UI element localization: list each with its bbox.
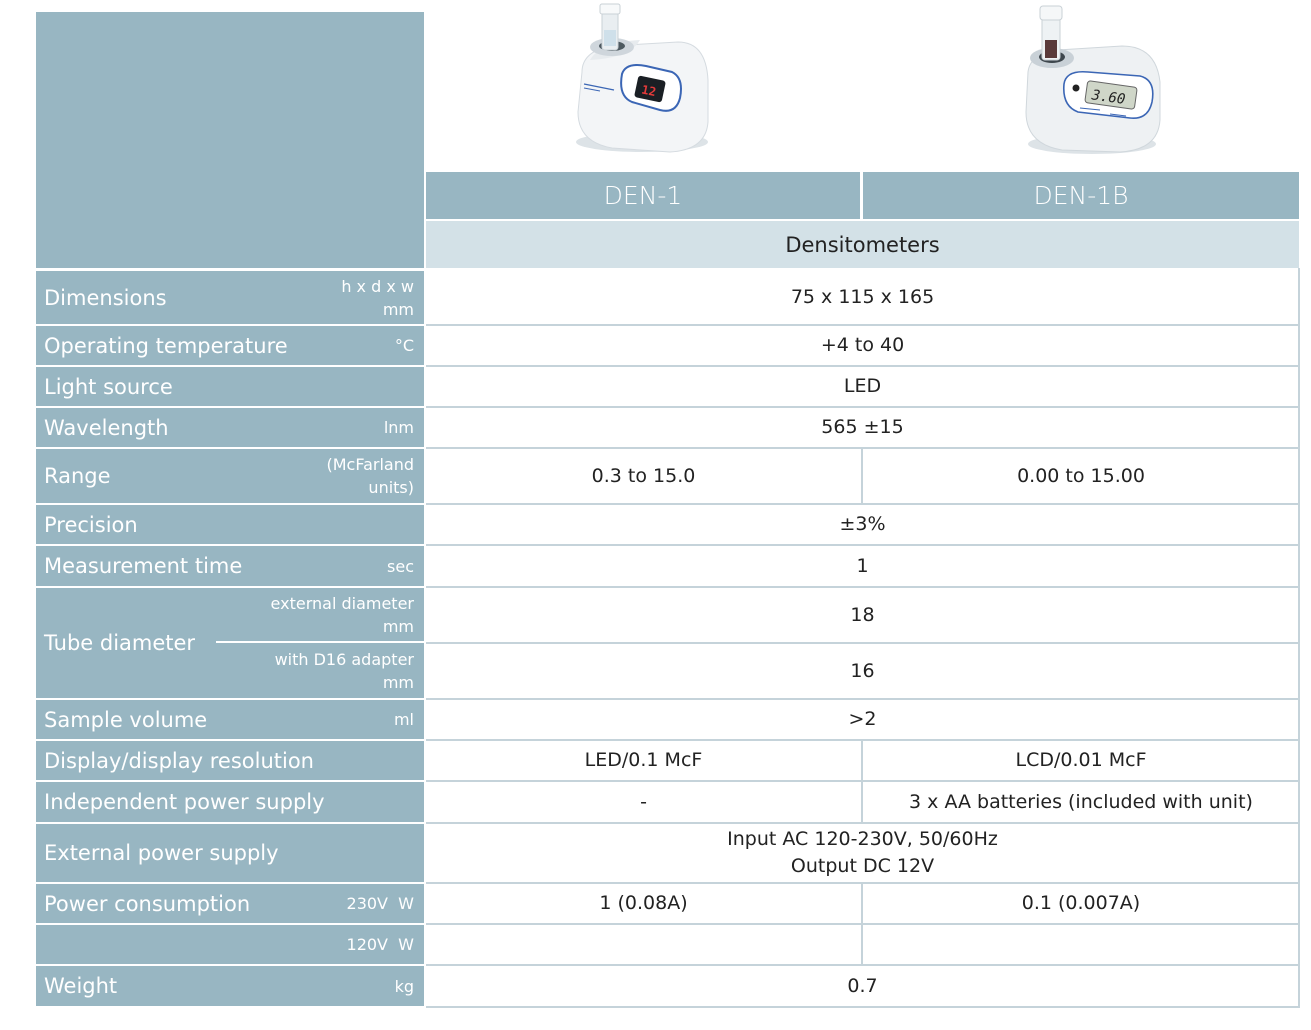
row-unit-wavelength: lnm	[383, 418, 414, 437]
value-power-230-den-1b: 0.1 (0.007A)	[1021, 892, 1141, 914]
row-label-operating-temperature: Operating temperature	[44, 333, 288, 358]
unit-line: units)	[368, 478, 414, 497]
unit-line: (McFarland	[326, 455, 414, 474]
value-sample-volume: >2	[848, 708, 877, 730]
row-label-power-consumption: Power consumption	[44, 891, 251, 916]
row-divider	[426, 1006, 1299, 1008]
value-operating-temperature: +4 to 40	[820, 334, 905, 356]
row-label-precision: Precision	[44, 512, 138, 537]
row-label-weight: Weight	[44, 974, 118, 998]
tube-diameter-divider	[216, 641, 424, 643]
value-tube-adapter: 16	[850, 659, 875, 682]
row-unit-measurement-time: sec	[387, 556, 414, 576]
value-independent-power-den-1b: 3 x AA batteries (included with unit)	[909, 790, 1253, 813]
row-label-measurement-time: Measurement time	[44, 554, 243, 578]
value-measurement-time: 1	[856, 554, 869, 577]
row-unit-power-120: 120V W	[346, 935, 414, 954]
value-precision: ±3%	[839, 513, 886, 535]
row-unit-tube-adapter	[230, 644, 414, 698]
row-unit-weight: kg	[394, 976, 414, 996]
value-power-230-den-1: 1 (0.08A)	[599, 892, 688, 914]
value-tube-external: 18	[850, 603, 875, 626]
value-light-source: LED	[843, 375, 882, 397]
unit-line: h x d x w	[341, 276, 414, 296]
row-label-external-power: External power supply	[44, 841, 279, 865]
value-power-120-den-1	[426, 925, 861, 964]
den-1-display-reading: 12	[640, 82, 658, 100]
row-unit-sample-volume: ml	[393, 710, 414, 729]
value-external-power	[426, 824, 1299, 882]
row-label-light-source: Light source	[44, 374, 173, 399]
value-weight: 0.7	[847, 974, 878, 997]
category-header	[426, 221, 1299, 268]
product-header-den-1	[426, 172, 860, 219]
product-image-den-1b	[1010, 2, 1170, 162]
unit-line: with D16 adapter	[274, 650, 414, 669]
row-label-independent-power: Independent power supply	[44, 790, 325, 814]
value-display-den-1: LED/0.1 McF	[584, 749, 703, 771]
value-display-den-1b: LCD/0.01 McF	[1015, 749, 1147, 771]
value-independent-power-den-1: -	[640, 790, 647, 813]
value-line: Output DC 12V	[790, 855, 935, 877]
row-unit-tube-external	[230, 588, 414, 641]
row-unit-power-230: 230V W	[346, 894, 414, 913]
row-label-display: Display/display resolution	[44, 748, 314, 773]
row-label-wavelength: Wavelength	[44, 415, 169, 440]
row-label-dimensions: Dimensions	[44, 285, 167, 310]
product-header-den-1b	[863, 172, 1299, 219]
category-label: Densitometers	[785, 232, 940, 257]
row-label-range: Range	[44, 464, 111, 488]
value-line: Input AC 120-230V, 50/60Hz	[727, 828, 998, 850]
product-name: DEN-1B	[1033, 181, 1129, 210]
product-image-den-1	[560, 2, 720, 162]
row-label-tube-diameter: Tube diameter	[44, 631, 196, 655]
row-label-sample-volume: Sample volume	[44, 707, 208, 732]
den-1b-display-reading: 3.60	[1090, 87, 1127, 108]
product-name: DEN-1	[603, 181, 683, 210]
value-range-den-1b: 0.00 to 15.00	[1017, 464, 1145, 487]
header-left-panel	[36, 12, 424, 268]
row-unit-operating-temperature: °C	[394, 336, 414, 355]
value-wavelength: 565 ±15	[821, 416, 904, 438]
unit-line: external diameter	[270, 593, 414, 613]
row-unit-range	[300, 449, 414, 503]
unit-line: mm	[382, 616, 414, 636]
unit-line: mm	[382, 673, 414, 692]
value-dimensions: 75 x 115 x 165	[790, 286, 935, 308]
unit-line: mm	[382, 299, 414, 319]
row-unit-dimensions	[300, 271, 414, 324]
value-range-den-1: 0.3 to 15.0	[591, 464, 696, 487]
value-power-120-den-1b	[863, 925, 1299, 964]
